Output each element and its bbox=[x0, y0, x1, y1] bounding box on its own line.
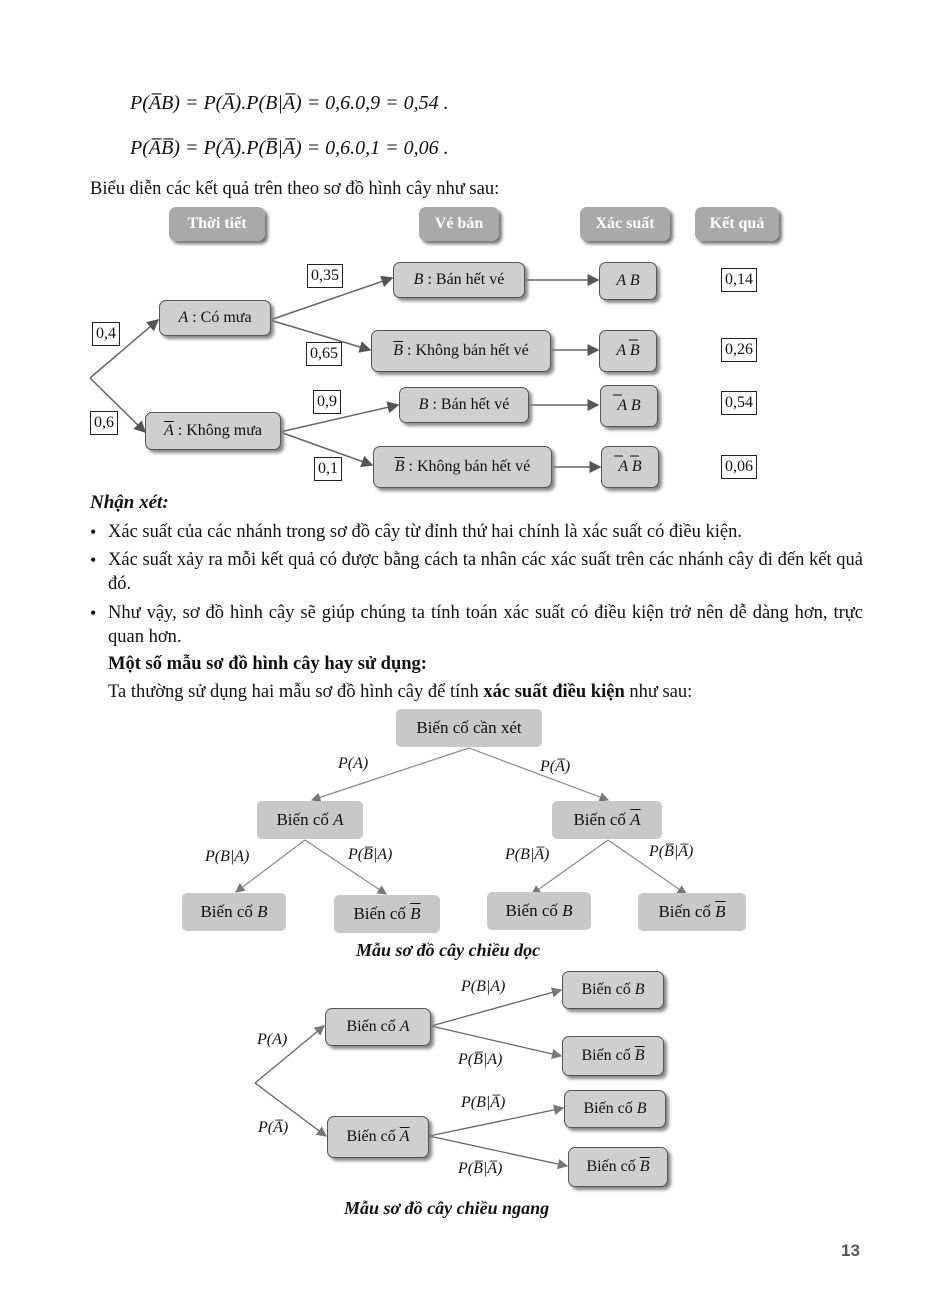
bullet-1-text: Xác suất của các nhánh trong sơ đồ cây từ đỉnh thứ hai chính là xác suất có điều kiện. bbox=[108, 522, 742, 542]
bullet-1-marker: • bbox=[90, 522, 97, 542]
vertical-leaf-B-2-symbol: B bbox=[562, 901, 573, 920]
vertical-label-pnotB-A: P(B̅|A) bbox=[348, 846, 393, 863]
vertical-label-pnotA: P(A̅) bbox=[540, 758, 571, 775]
header-probability: Xác suất bbox=[580, 207, 670, 241]
header-result: Kết quả bbox=[695, 207, 779, 241]
vertical-caption: Mẫu sơ đồ cây chiều dọc bbox=[356, 940, 541, 960]
vertical-node-A-prefix: Biến cố bbox=[276, 810, 334, 829]
vertical-label-pnotB-notA: P(B̅|A̅) bbox=[649, 843, 694, 860]
bullet-2-text: Xác suất xảy ra mỗi kết quả có được bằng cách ta nhân các xác suất trên các nhánh cây đi đến kết quả đó. bbox=[108, 550, 863, 594]
vertical-node-A-symbol: A bbox=[333, 810, 344, 829]
horizontal-node-notA-prefix: Biến cố bbox=[346, 1128, 400, 1145]
vertical-leaf-notB-1-symbol: $\overline{B}$ bbox=[410, 904, 421, 923]
horizontal-leaf-B-2 bbox=[564, 1090, 666, 1128]
horizontal-node-A bbox=[325, 1008, 431, 1046]
horizontal-leaf-B-1-prefix: Biến cố bbox=[581, 981, 635, 998]
intro-text: Biểu diễn các kết quả trên theo sơ đồ hình cây như sau: bbox=[90, 179, 500, 199]
bullet-3-text: Như vậy, sơ đồ hình cây sẽ giúp chúng ta tính toán xác suất có điều kiện trở nên dễ dàng hơn, trực quan hơn. bbox=[108, 603, 863, 647]
formula-line-1: P(A̅B) = P(A̅).P(B|A̅) = 0,6.0,9 = 0,54 . bbox=[130, 92, 449, 114]
result-3: 0,54 bbox=[721, 391, 757, 415]
horizontal-leaf-B-1 bbox=[562, 971, 664, 1009]
templates-intro bbox=[108, 680, 692, 704]
symbol-B: B bbox=[418, 396, 429, 413]
symbol-not-B: $\overline{B}$ bbox=[394, 458, 405, 475]
vertical-leaf-notB-2-prefix: Biến cố bbox=[658, 902, 716, 921]
result-2: 0,26 bbox=[721, 338, 757, 362]
horizontal-label-pnotB-notA: P(B̅|A̅) bbox=[458, 1160, 503, 1177]
vertical-leaf-notB-2-symbol: $\overline{B}$ bbox=[715, 902, 726, 921]
templates-title: Một số mẫu sơ đồ hình cây hay sử dụng: bbox=[108, 654, 427, 674]
horizontal-leaf-notB-1-symbol: $\overline{B}$ bbox=[634, 1047, 645, 1064]
prob-notsold-given-rain: 0,65 bbox=[306, 342, 342, 366]
symbol-not-B: $\overline{B}$ bbox=[393, 342, 404, 359]
horizontal-leaf-notB-1-prefix: Biến cố bbox=[581, 1047, 635, 1064]
horizontal-leaf-notB-2 bbox=[568, 1147, 668, 1187]
horizontal-leaf-notB-2-prefix: Biến cố bbox=[586, 1158, 640, 1175]
templates-intro-bold: xác suất điều kiện bbox=[483, 682, 625, 702]
prob-rain: 0,4 bbox=[92, 322, 120, 346]
vertical-leaf-B-1-prefix: Biến cố bbox=[200, 902, 258, 921]
vertical-node-notA bbox=[552, 801, 662, 839]
vertical-node-notA-prefix: Biến cố bbox=[573, 810, 631, 829]
vertical-root: Biến cố cần xét bbox=[396, 709, 542, 747]
vertical-label-pA: P(A) bbox=[338, 755, 369, 772]
prob-sold-given-norain: 0,9 bbox=[313, 390, 341, 414]
templates-intro-after: như sau: bbox=[624, 682, 693, 702]
outcome-AB: A B bbox=[599, 262, 657, 300]
bullet-2-marker: • bbox=[90, 550, 97, 570]
header-tickets: Vé bán bbox=[419, 207, 499, 241]
horizontal-leaf-B-2-symbol: B bbox=[636, 1100, 647, 1117]
vertical-leaf-B-2-prefix: Biến cố bbox=[505, 901, 563, 920]
header-weather: Thời tiết bbox=[169, 207, 265, 241]
horizontal-label-pnotB-A: P(B̅|A) bbox=[458, 1051, 503, 1068]
vertical-leaf-B-1-symbol: B bbox=[257, 902, 268, 921]
horizontal-leaf-B-2-prefix: Biến cố bbox=[583, 1100, 637, 1117]
vertical-leaf-notB-1 bbox=[334, 895, 440, 933]
symbol-B: B bbox=[413, 271, 424, 288]
remark-title: Nhận xét: bbox=[90, 492, 169, 513]
node-sold-2-label: : Bán hết vé bbox=[428, 396, 510, 413]
result-4: 0,06 bbox=[721, 455, 757, 479]
bullet-3-marker: • bbox=[90, 603, 97, 623]
horizontal-label-pA: P(A) bbox=[257, 1031, 288, 1048]
horizontal-label-pnotA: P(A̅) bbox=[258, 1119, 289, 1136]
node-notsold-2-label: : Không bán hết vé bbox=[404, 458, 531, 475]
outcome-A-notB-text: A B bbox=[616, 342, 640, 359]
node-no-rain-label: : Không mưa bbox=[173, 422, 262, 439]
prob-notsold-given-norain: 0,1 bbox=[314, 457, 342, 481]
node-sold-1-label: : Bán hết vé bbox=[423, 271, 505, 288]
horizontal-node-notA-symbol: $\overline{A}$ bbox=[399, 1128, 410, 1145]
templates-intro-before: Ta thường sử dụng hai mẫu sơ đồ hình cây để tính bbox=[108, 682, 484, 702]
outcome-notA-B-text: A B bbox=[617, 397, 641, 414]
horizontal-label-pB-notA: P(B|A̅) bbox=[461, 1094, 506, 1111]
vertical-label-pB-notA: P(B|A̅) bbox=[505, 846, 550, 863]
vertical-label-pB-A: P(B|A) bbox=[205, 848, 250, 865]
horizontal-node-notA bbox=[327, 1116, 429, 1158]
symbol-A: A bbox=[178, 309, 189, 326]
horizontal-leaf-notB-2-symbol: $\overline{B}$ bbox=[639, 1158, 650, 1175]
node-rain-label: : Có mưa bbox=[188, 309, 252, 326]
horizontal-leaf-notB-1 bbox=[562, 1036, 664, 1076]
vertical-node-A bbox=[257, 801, 363, 839]
vertical-leaf-B-2 bbox=[487, 892, 591, 930]
outcome-notA-notB-text: A B bbox=[618, 458, 642, 475]
horizontal-label-pB-A: P(B|A) bbox=[461, 978, 506, 995]
vertical-leaf-notB-2 bbox=[638, 893, 746, 931]
prob-sold-given-rain: 0,35 bbox=[307, 264, 343, 288]
symbol-not-A: $\overline{A}$ bbox=[164, 422, 174, 439]
node-notsold-1-label: : Không bán hết vé bbox=[403, 342, 529, 359]
horizontal-node-A-prefix: Biến cố bbox=[346, 1018, 400, 1035]
page-number: 13 bbox=[841, 1241, 860, 1260]
result-1: 0,14 bbox=[721, 268, 757, 292]
vertical-leaf-notB-1-prefix: Biến cố bbox=[353, 904, 411, 923]
vertical-leaf-B-1 bbox=[182, 893, 286, 931]
vertical-node-notA-symbol: $\overline{A}$ bbox=[630, 810, 641, 829]
horizontal-node-A-symbol: A bbox=[399, 1018, 410, 1035]
horizontal-leaf-B-1-symbol: B bbox=[634, 981, 645, 998]
formula-line-2: P(A̅B̅) = P(A̅).P(B̅|A̅) = 0,6.0,1 = 0,06 . bbox=[130, 137, 449, 159]
horizontal-caption: Mẫu sơ đồ cây chiều ngang bbox=[344, 1198, 550, 1218]
prob-no-rain: 0,6 bbox=[90, 411, 118, 435]
